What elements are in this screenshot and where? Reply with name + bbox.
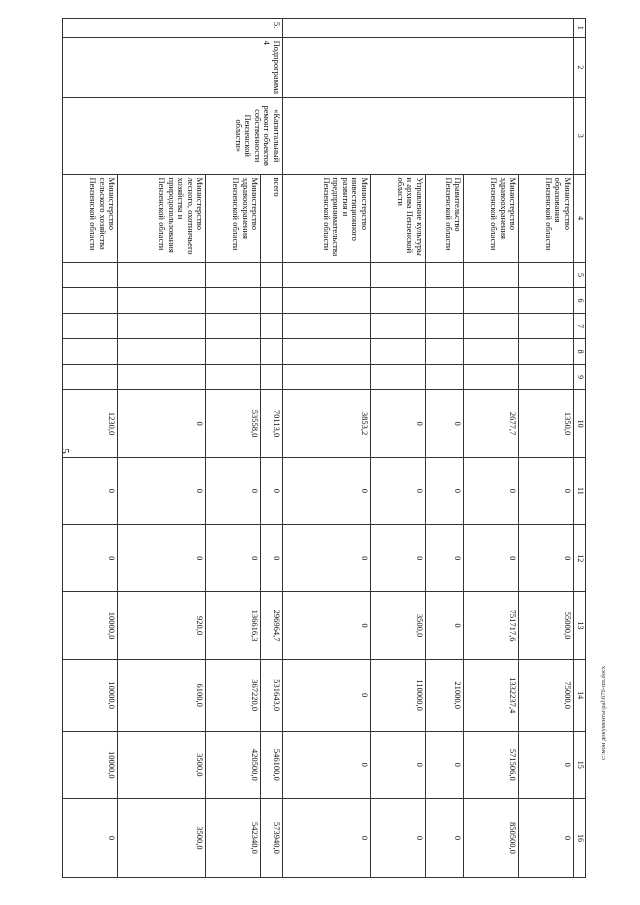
value-cell: 70113,0 (261, 390, 283, 457)
value-cell: 531643,0 (261, 659, 283, 731)
value-cell: 850500,0 (464, 798, 519, 877)
value-cell: 0 (206, 525, 261, 592)
table-row (261, 19, 283, 878)
value-cell: 0 (425, 457, 463, 524)
subprogram-name: Подпрограмма 4 (63, 37, 283, 97)
column-number-row (574, 19, 586, 878)
value-cell: 1332237,4 (464, 659, 519, 731)
value-cell: 0 (519, 798, 574, 877)
value-cell: 0 (282, 525, 370, 592)
column-number: 10 (574, 390, 586, 457)
column-number: 15 (574, 731, 586, 798)
value-cell: 3500,0 (370, 592, 425, 659)
column-number: 3 (574, 97, 586, 174)
value-cell: 10000,0 (63, 731, 118, 798)
value-cell: 0 (425, 592, 463, 659)
value-cell: 1350,0 (519, 390, 574, 457)
value-cell: 0 (519, 525, 574, 592)
value-cell: 3500,0 (118, 798, 206, 877)
value-cell: 110000,0 (370, 659, 425, 731)
column-number: 8 (574, 339, 586, 365)
value-cell: 2677,7 (464, 390, 519, 457)
subprogram-title: «Капитальный ремонт объектов собственности Пензенской области» (63, 97, 283, 174)
value-cell: 136616,3 (206, 592, 261, 659)
value-cell: 0 (425, 525, 463, 592)
value-cell: 571506,0 (464, 731, 519, 798)
value-cell: 53558,0 (206, 390, 261, 457)
value-cell: 542340,0 (206, 798, 261, 877)
column-number: 6 (574, 288, 586, 314)
page-number: 5 (58, 448, 71, 454)
executor-name: Министерство инвестиционного развития и предпринимательства Пензенской области (282, 174, 370, 262)
executor-name: всего (261, 174, 283, 262)
value-cell: 21000,0 (425, 659, 463, 731)
column-number: 4 (574, 174, 586, 262)
value-cell: 751717,6 (464, 592, 519, 659)
value-cell: 0 (370, 525, 425, 592)
value-cell: 0 (464, 525, 519, 592)
value-cell: 0 (519, 457, 574, 524)
value-cell: 546100,0 (261, 731, 283, 798)
value-cell: 0 (425, 798, 463, 877)
cell-empty (282, 97, 573, 174)
value-cell: 3853,2 (282, 390, 370, 457)
budget-table (62, 18, 586, 878)
value-cell: 296964,7 (261, 592, 283, 659)
value-cell: 0 (63, 798, 118, 877)
executor-name: Правительство Пензенской области (425, 174, 463, 262)
value-cell: 0 (464, 457, 519, 524)
footer-file-path: c:\мои документы\pal\670-пп.docx (600, 665, 607, 760)
column-number: 7 (574, 313, 586, 339)
value-cell: 0 (425, 731, 463, 798)
table-row (519, 19, 574, 878)
value-cell: 55000,0 (519, 592, 574, 659)
column-number: 13 (574, 592, 586, 659)
value-cell: 75000,0 (519, 659, 574, 731)
value-cell: 10000,0 (63, 659, 118, 731)
column-number: 9 (574, 364, 586, 390)
value-cell: 0 (261, 525, 283, 592)
column-number: 14 (574, 659, 586, 731)
value-cell: 0 (519, 731, 574, 798)
cell-empty (282, 19, 573, 38)
row-number: 5. (63, 19, 283, 38)
value-cell: 0 (282, 457, 370, 524)
executor-name: Министерство здравоохранения Пензенской области (206, 174, 261, 262)
cell-empty (282, 37, 573, 97)
column-number: 12 (574, 525, 586, 592)
rotated-table-container (62, 18, 586, 878)
value-cell: 0 (370, 457, 425, 524)
value-cell: 0 (118, 525, 206, 592)
value-cell: 920,0 (118, 592, 206, 659)
executor-name: Министерство сельского хозяйства Пензенской области (63, 174, 118, 262)
value-cell: 0 (282, 592, 370, 659)
executor-name: Министерство образования Пензенской области (519, 174, 574, 262)
value-cell: 10000,0 (63, 592, 118, 659)
value-cell: 367220,0 (206, 659, 261, 731)
value-cell: 0 (206, 457, 261, 524)
column-number: 1 (574, 19, 586, 38)
executor-name: Министерство здравоохранения Пензенской области (464, 174, 519, 262)
value-cell: 6100,0 (118, 659, 206, 731)
value-cell: 0 (63, 525, 118, 592)
column-number: 2 (574, 37, 586, 97)
value-cell: 0 (63, 457, 118, 524)
value-cell: 0 (118, 457, 206, 524)
executor-name: Управление культуры и архива Пензенской области (370, 174, 425, 262)
value-cell: 0 (261, 457, 283, 524)
value-cell: 0 (370, 390, 425, 457)
value-cell: 1230,0 (63, 390, 118, 457)
value-cell: 0 (282, 798, 370, 877)
value-cell: 420500,0 (206, 731, 261, 798)
value-cell: 0 (118, 390, 206, 457)
value-cell: 0 (370, 731, 425, 798)
value-cell: 0 (282, 659, 370, 731)
column-number: 16 (574, 798, 586, 877)
value-cell: 0 (282, 731, 370, 798)
value-cell: 0 (425, 390, 463, 457)
column-number: 5 (574, 262, 586, 288)
value-cell: 573940,0 (261, 798, 283, 877)
executor-name: Министерство лесного, охотничьего хозяйства и природопользования Пензенской области (118, 174, 206, 262)
column-number: 11 (574, 457, 586, 524)
value-cell: 3500,0 (118, 731, 206, 798)
value-cell: 0 (370, 798, 425, 877)
